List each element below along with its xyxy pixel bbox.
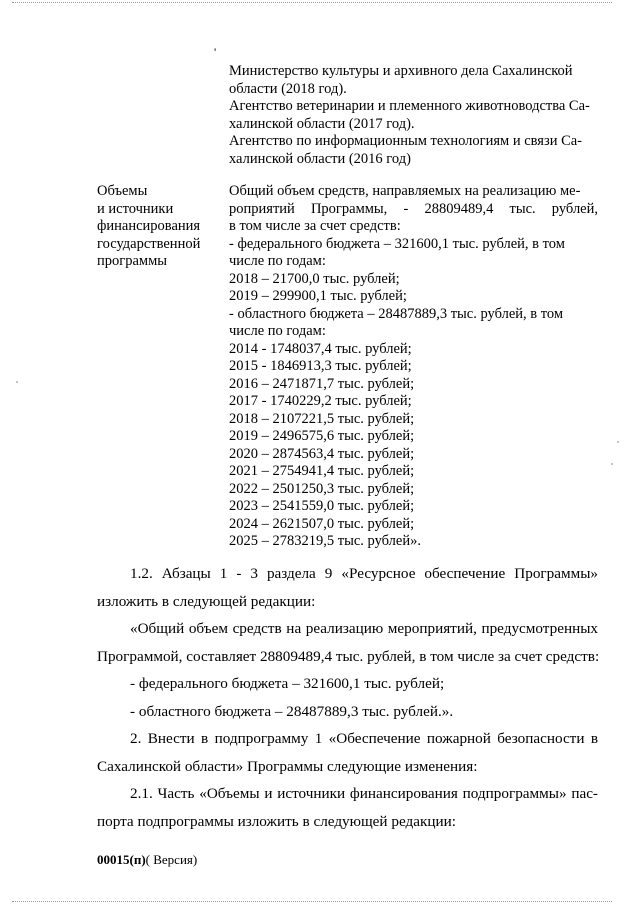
ministries-block	[229, 63, 598, 168]
top-edge-line	[12, 2, 612, 3]
footer-code: 00015(п)	[97, 852, 146, 867]
financing-line: 2018 – 21700,0 тыс. рублей;	[229, 270, 400, 287]
body-line: 2.1. Часть «Объемы и источники финансирования подпрограммы» пас-	[130, 785, 598, 802]
financing-line: 2020 – 2874563,4 тыс. рублей;	[229, 445, 415, 462]
body-line: Сахалинской области» Программы следующие изменения:	[97, 757, 478, 775]
ministry-line: Министерство культуры и архивного дела Сахалинской	[229, 63, 573, 79]
body-line: порта подпрограммы изложить в следующей редакции:	[97, 812, 456, 830]
financing-line: 2018 – 2107221,5 тыс. рублей;	[229, 410, 415, 427]
financing-line: 2015 - 1846913,3 тыс. рублей;	[229, 358, 412, 374]
financing-line: роприятий Программы, - 28809489,4 тыс. рублей,	[229, 200, 598, 217]
financing-line: - областного бюджета – 28487889,3 тыс. рублей, в том	[229, 305, 564, 322]
financing-line: 2017 - 1740229,2 тыс. рублей;	[229, 393, 412, 409]
scan-dot	[16, 381, 18, 383]
body-line: изложить в следующей редакции:	[97, 592, 316, 610]
financing-line: 2024 – 2621507,0 тыс. рублей;	[229, 515, 415, 532]
body-line: - федерального бюджета – 321600,1 тыс. рублей;	[130, 675, 445, 692]
financing-line: 2019 – 2496575,6 тыс. рублей;	[229, 428, 415, 444]
document-footer	[97, 852, 197, 868]
footer-version: ( Версия)	[145, 852, 198, 867]
financing-line: 2022 – 2501250,3 тыс. рублей;	[229, 480, 415, 497]
financing-line: - федерального бюджета – 321600,1 тыс. рублей, в том	[229, 235, 565, 252]
ministry-line: области (2018 год).	[229, 80, 347, 97]
financing-line: числе по годам:	[229, 253, 326, 269]
label-line: Объемы	[97, 183, 148, 199]
body-line: 2. Внести в подпрограмму 1 «Обеспечение пожарной безопасности в	[130, 730, 598, 747]
body-line: 1.2. Абзацы 1 - 3 раздела 9 «Ресурсное обеспечение Программы»	[130, 565, 598, 582]
top-mark: '	[214, 45, 217, 59]
financing-line: 2021 – 2754941,4 тыс. рублей;	[229, 463, 415, 479]
label-line: финансирования	[97, 218, 201, 234]
ministry-line: Агентство ветеринарии и племенного животноводства Са-	[229, 98, 590, 114]
financing-line: 2023 – 2541559,0 тыс. рублей;	[229, 498, 415, 514]
financing-line: Общий объем средств, направляемых на реализацию ме-	[229, 183, 581, 199]
body-text	[97, 560, 598, 835]
financing-label	[97, 183, 222, 271]
financing-line: 2016 – 2471871,7 тыс. рублей;	[229, 375, 415, 392]
scan-dot	[617, 441, 619, 443]
body-line: Программой, составляет 28809489,4 тыс. рублей, в том числе за счет средств:	[97, 647, 600, 665]
label-line: программы	[97, 253, 167, 269]
financing-line: 2025 – 2783219,5 тыс. рублей».	[229, 533, 421, 549]
financing-block	[229, 183, 598, 551]
label-line: и источники	[97, 200, 174, 217]
ministry-line: халинской области (2017 год).	[229, 115, 415, 132]
label-line: государственной	[97, 235, 201, 252]
ministry-line: Агентство по информационным технологиям и связи Са-	[229, 133, 583, 149]
financing-line: 2019 – 299900,1 тыс. рублей;	[229, 288, 407, 304]
bottom-edge-line	[12, 901, 612, 902]
financing-line: 2014 - 1748037,4 тыс. рублей;	[229, 340, 412, 357]
financing-line: в том числе за счет средств:	[229, 218, 401, 234]
scan-dot	[611, 463, 613, 465]
body-line: «Общий объем средств на реализацию мероприятий, предусмотренных	[130, 620, 598, 637]
financing-line: числе по годам:	[229, 323, 326, 339]
body-line: - областного бюджета – 28487889,3 тыс. рублей.».	[130, 702, 454, 720]
ministry-line: халинской области (2016 год)	[229, 150, 411, 167]
